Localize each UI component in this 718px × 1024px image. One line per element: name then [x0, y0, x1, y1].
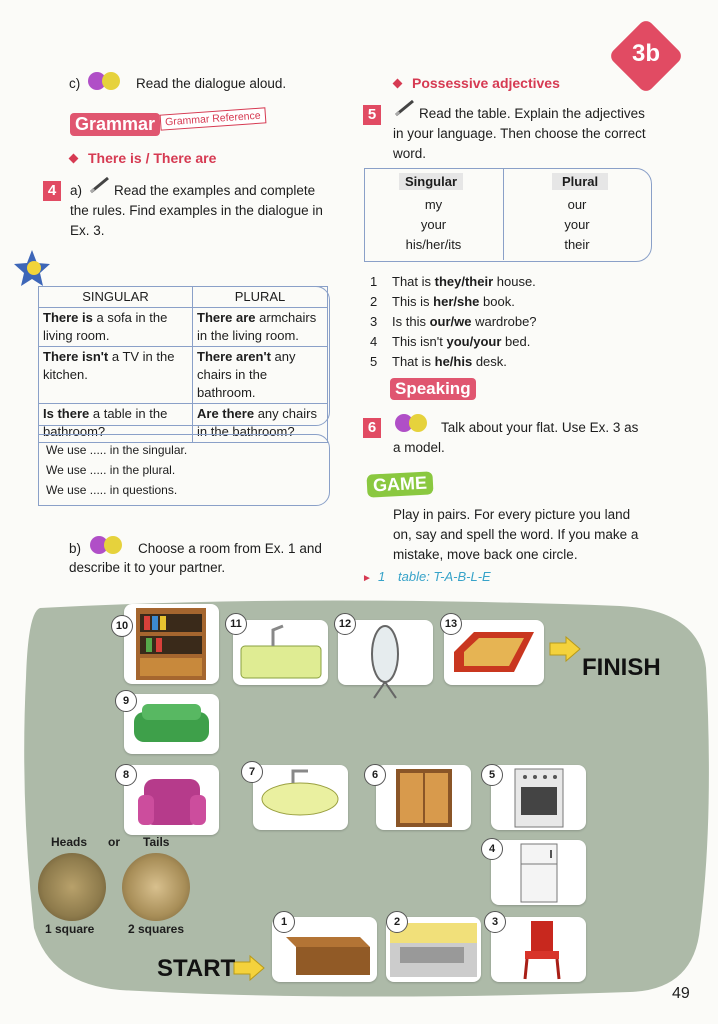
pair-work-icon [90, 536, 124, 554]
finish-label: FINISH [582, 654, 661, 681]
rule-1: We use ..... in the singular. [46, 443, 188, 457]
game-line3: mistake, move back one circle. [393, 547, 578, 562]
header-singular: SINGULAR [39, 287, 193, 308]
part-b-letter: b) [69, 541, 82, 556]
finish-arrow-icon [548, 635, 582, 663]
tile-number: 9 [115, 690, 137, 712]
item-text: This is [392, 294, 434, 309]
grammar-title: Grammar [70, 113, 160, 136]
item-text: bed. [501, 334, 531, 349]
tile-4-fridge [491, 840, 586, 905]
rule-2: We use ..... in the plural. [46, 463, 176, 477]
item-number: 5 [370, 354, 378, 369]
tile-6-wardrobe [376, 765, 471, 830]
item-choice[interactable]: her/she [433, 294, 480, 309]
cell-bold: There is [43, 310, 93, 325]
item-text: That is [392, 274, 435, 289]
item-text: desk. [472, 354, 507, 369]
singular-his-her-its: his/her/its [405, 237, 462, 252]
ex6-line2: a model. [393, 440, 445, 455]
item-text: book. [479, 294, 515, 309]
page-number: 49 [672, 985, 690, 1002]
pair-work-icon [88, 72, 122, 90]
possessive-title: Possessive adjectives [412, 75, 560, 91]
grammar-reference: Grammar Reference [160, 107, 267, 130]
cell-bold: There aren't [197, 349, 271, 364]
rule-3: We use ..... in questions. [46, 483, 178, 497]
ex4-line2: the rules. Find examples in the dialogue in [70, 203, 323, 218]
or-label: or [108, 835, 120, 849]
heads-coin-icon [38, 853, 106, 921]
list-item [370, 332, 537, 352]
tile-number: 10 [111, 615, 133, 637]
list-item [370, 312, 537, 332]
ex5-line2: in your language. Then choose the correct [393, 126, 646, 141]
cell-bold: There isn't [43, 349, 109, 364]
item-number: 4 [370, 334, 378, 349]
list-item [370, 352, 537, 372]
cell-text: any chairs in the bathroom? [197, 406, 317, 439]
tile-7-sink [253, 765, 348, 830]
table-row [39, 347, 328, 404]
one-square-label: 1 square [45, 922, 95, 936]
part-b-line1: Choose a room from Ex. 1 and [138, 541, 322, 556]
ex4-line1: Read the examples and complete [114, 183, 316, 198]
item-text: house. [493, 274, 536, 289]
ex6-line1: Talk about your flat. Use Ex. 3 as [441, 420, 639, 435]
start-label: START [157, 955, 236, 982]
pencil-icon [393, 99, 417, 117]
tile-number: 1 [273, 911, 295, 933]
bullet-diamond [69, 154, 79, 164]
tails-coin-icon [122, 853, 190, 921]
pair-work-icon [395, 414, 429, 432]
item-text: wardrobe? [471, 314, 537, 329]
item-text: That is [392, 354, 435, 369]
part-c-text: Read the dialogue aloud. [136, 76, 287, 91]
part-c-letter: c) [69, 76, 81, 91]
game-title: GAME [366, 471, 433, 497]
table-row [39, 308, 328, 347]
item-text: Is this [392, 314, 430, 329]
plural-your: your [564, 217, 590, 232]
cell-bold: There are [197, 310, 256, 325]
unit-badge-label: 3b [631, 40, 660, 67]
tile-number: 11 [225, 613, 247, 635]
item-number: 3 [370, 314, 378, 329]
there-is-title: There is / There are [88, 150, 217, 166]
cell-text: a sofa in the living room. [43, 310, 168, 343]
tile-number: 3 [484, 911, 506, 933]
plural-our: our [567, 197, 587, 212]
tails-label: Tails [143, 835, 170, 849]
tile-9-sofa [124, 694, 219, 754]
list-item [370, 272, 537, 292]
header-plural: Plural [552, 173, 608, 190]
pencil-icon [88, 176, 112, 194]
header-singular: Singular [399, 173, 463, 190]
ex5-line1: Read the table. Explain the adjectives [419, 106, 645, 121]
cell-text: armchairs in the living room. [197, 310, 317, 343]
cell-text: a TV in the kitchen. [43, 349, 175, 382]
item-text: This isn't [392, 334, 447, 349]
star-icon [12, 248, 52, 288]
two-squares-label: 2 squares [128, 922, 185, 936]
tile-3-chair [491, 917, 586, 982]
item-number: 1 [370, 274, 378, 289]
item-choice[interactable]: our/we [429, 314, 472, 329]
tile-number: 8 [115, 764, 137, 786]
singular-your: your [420, 217, 447, 232]
item-choice[interactable]: he/his [434, 354, 473, 369]
header-plural: PLURAL [193, 287, 328, 308]
ex5-line3: word. [393, 146, 427, 161]
tile-8-armchair [124, 765, 219, 835]
example-arrow: ► [362, 573, 372, 584]
singular-my: my [424, 197, 443, 212]
part-b-line2: describe it to your partner. [69, 560, 226, 575]
example-text: table: T-A-B-L-E [398, 569, 491, 584]
tile-number: 6 [364, 764, 386, 786]
ex4-letter: a) [70, 183, 83, 198]
item-choice[interactable]: you/your [446, 334, 502, 349]
tile-number: 13 [440, 613, 462, 635]
exercise-6-number: 6 [363, 418, 381, 438]
heads-label: Heads [51, 835, 88, 849]
item-number: 2 [370, 294, 378, 309]
cell-bold: Is there [43, 406, 90, 421]
tile-number: 12 [334, 613, 356, 635]
tile-number: 4 [481, 838, 503, 860]
game-line2: on, say and spell the word. If you make a [393, 527, 639, 542]
sentence-list [370, 272, 537, 372]
plural-their: their [564, 237, 590, 252]
bullet-diamond [393, 79, 403, 89]
ex4-line3: Ex. 3. [70, 223, 105, 238]
tile-number: 2 [386, 911, 408, 933]
tile-10-bookcase [124, 604, 219, 684]
cell-text: any chairs in the bathroom. [197, 349, 296, 400]
list-item [370, 292, 537, 312]
grammar-table [38, 286, 328, 443]
tile-11-bath [233, 620, 328, 685]
exercise-5-number: 5 [363, 105, 381, 125]
example-number: 1 [378, 569, 386, 584]
tile-number: 7 [241, 761, 263, 783]
game-line1: Play in pairs. For every picture you land [393, 507, 631, 522]
tile-number: 5 [481, 764, 503, 786]
cell-text: a table in the bathroom? [43, 406, 168, 439]
tile-5-cooker [491, 765, 586, 830]
exercise-4-number: 4 [43, 181, 61, 201]
item-choice[interactable]: they/their [434, 274, 494, 289]
speaking-title: Speaking [390, 378, 476, 400]
start-arrow-icon [232, 954, 266, 982]
cell-bold: Are there [197, 406, 255, 421]
